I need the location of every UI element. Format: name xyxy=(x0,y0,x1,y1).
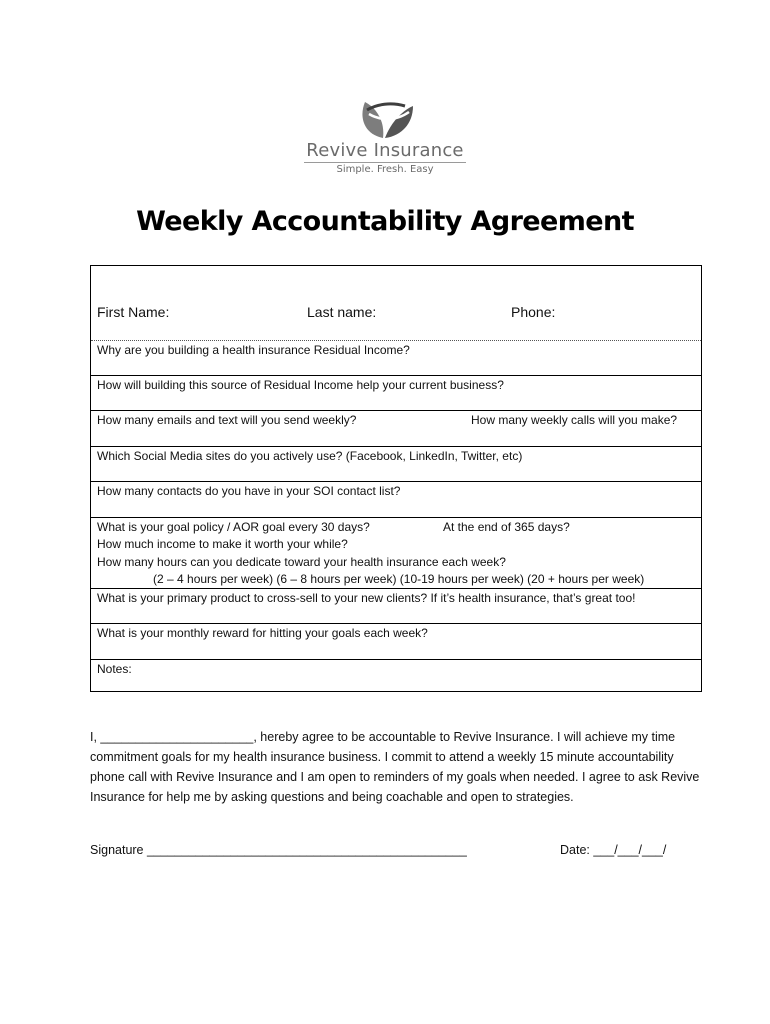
yearly-goal-question[interactable]: At the end of 365 days? xyxy=(443,520,570,534)
date-line[interactable]: Date: ___/___/___/ xyxy=(560,843,667,857)
hours-question[interactable]: How many hours can you dedicate toward your health insurance each week? xyxy=(97,555,506,569)
brand-tagline: Simple. Fresh. Easy xyxy=(336,164,434,175)
emails-texts-question[interactable]: How many emails and text will you send weekly? xyxy=(97,413,357,427)
notes-field[interactable]: Notes: xyxy=(97,662,132,676)
monthly-goal-question[interactable]: What is your goal policy / AOR goal every 30 days? xyxy=(97,520,370,534)
divider xyxy=(91,623,701,624)
help-business-question[interactable]: How will building this source of Residual Income help your current business? xyxy=(97,378,504,392)
brand-name: Revive Insurance xyxy=(306,140,464,161)
divider xyxy=(91,588,701,589)
phone-label[interactable]: Phone: xyxy=(511,304,556,320)
divider xyxy=(91,410,701,411)
monthly-reward-question[interactable]: What is your monthly reward for hitting your goals each week? xyxy=(97,626,428,640)
social-media-question[interactable]: Which Social Media sites do you actively use? (Facebook, LinkedIn, Twitter, etc) xyxy=(97,449,523,463)
soi-contacts-question[interactable]: How many contacts do you have in your SOI contact list? xyxy=(97,484,401,498)
divider xyxy=(91,340,701,341)
brand-logo xyxy=(300,98,470,178)
page-title: Weekly Accountability Agreement xyxy=(136,206,634,237)
divider xyxy=(91,517,701,518)
leaf-logo-icon xyxy=(355,98,415,140)
income-question[interactable]: How much income to make it worth your while? xyxy=(97,537,348,551)
signature-line[interactable]: Signature ______________________________________________ xyxy=(90,843,467,857)
accountability-form xyxy=(90,265,702,692)
first-name-label[interactable]: First Name: xyxy=(97,304,170,320)
cross-sell-question[interactable]: What is your primary product to cross-sell to your new clients? If it’s health insurance, that’s great too! xyxy=(97,591,636,605)
why-residual-income-question[interactable]: Why are you building a health insurance Residual Income? xyxy=(97,343,410,357)
weekly-calls-question[interactable]: How many weekly calls will you make? xyxy=(471,413,678,427)
divider xyxy=(91,375,701,376)
divider xyxy=(91,446,701,447)
last-name-label[interactable]: Last name: xyxy=(307,304,377,320)
divider xyxy=(91,659,701,660)
hours-options[interactable]: (2 – 4 hours per week) (6 – 8 hours per week) (10-19 hours per week) (20 + hours per week) xyxy=(153,572,645,586)
divider xyxy=(91,481,701,482)
agreement-paragraph: I, ______________________, hereby agree to be accountable to Revive Insurance. I will achieve my time commitment goals for my health insurance business. I commit to attend a weekly 15 minute accountability phone call with Revive Insurance and I am open to reminders of my goals when needed. I agree to ask Revive Insurance for help me by asking questions and being coachable and open to strategies. xyxy=(90,730,700,804)
brand-divider xyxy=(304,162,466,163)
